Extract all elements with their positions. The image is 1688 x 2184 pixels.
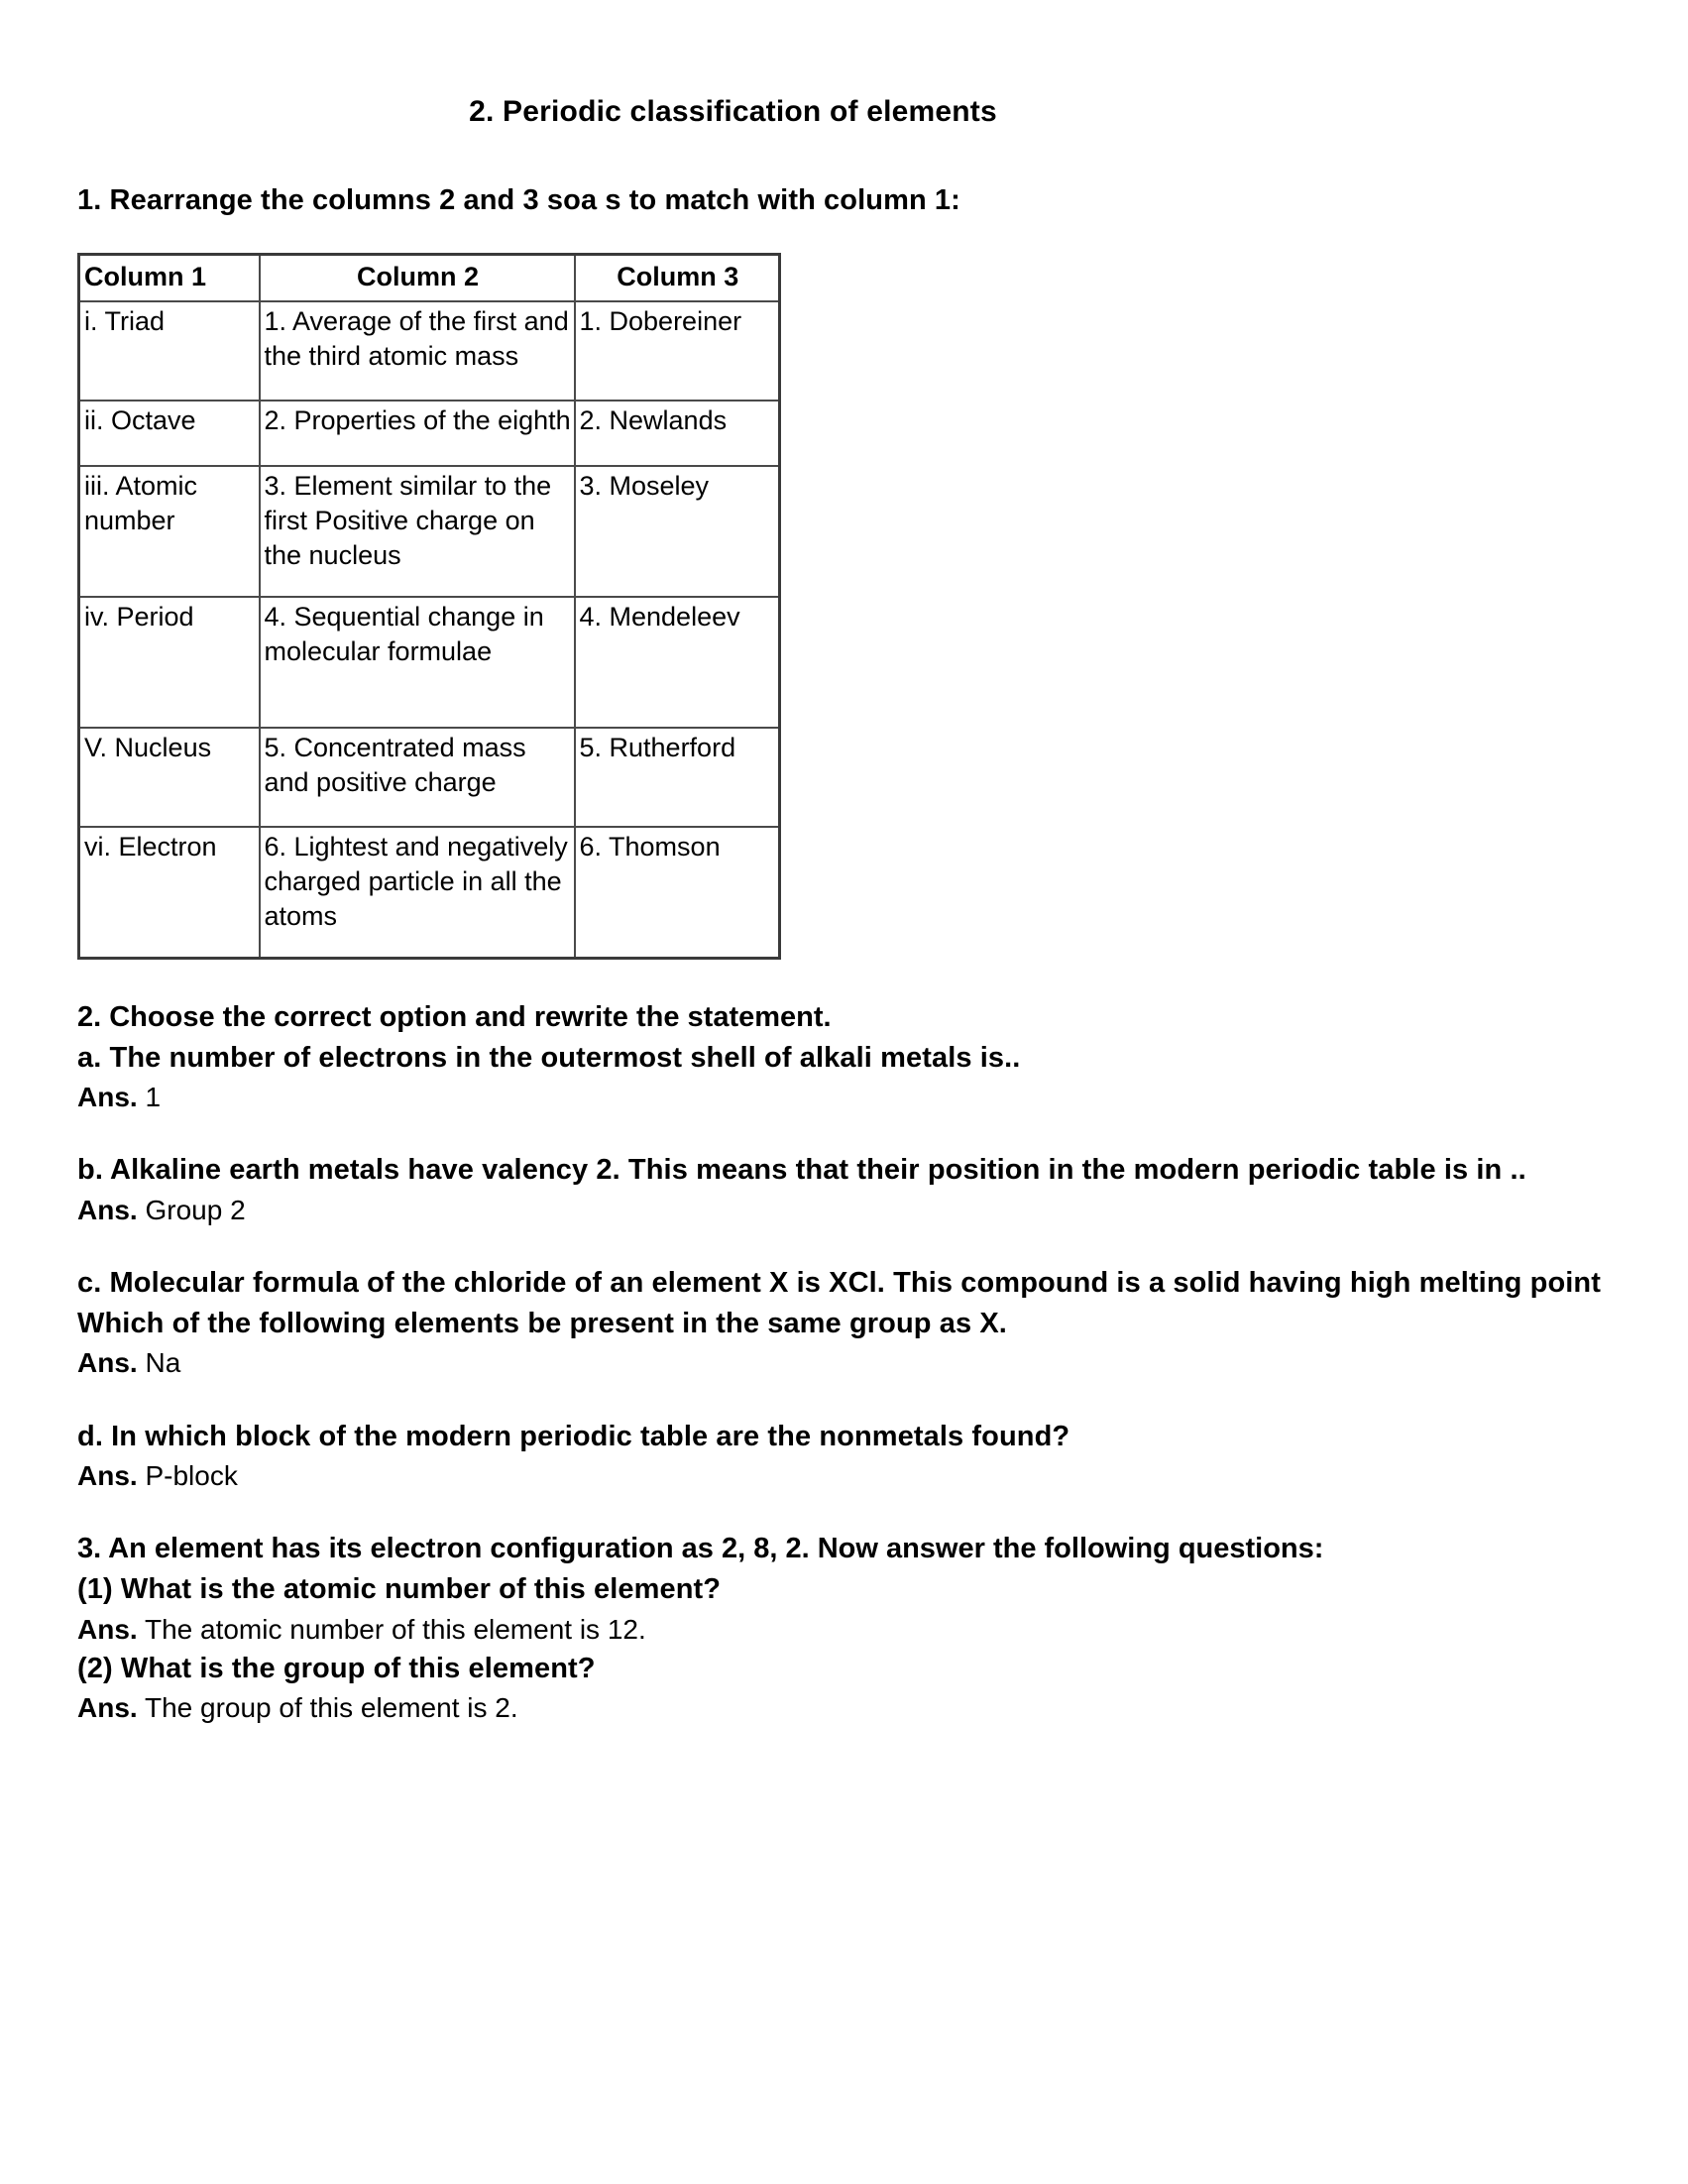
table-cell-col2: 1. Average of the first and the third atomic mass xyxy=(260,301,575,401)
question-2-item-d xyxy=(77,1417,1617,1496)
question-text: d. In which block of the modern periodic table are the nonmetals found? xyxy=(77,1420,1070,1452)
answer-text: The group of this element is 2. xyxy=(144,1692,518,1724)
table-cell-col2: 4. Sequential change in molecular formulae xyxy=(260,597,575,728)
answer-line xyxy=(77,1456,1617,1495)
table-cell-col1: iii. Atomic number xyxy=(79,466,260,597)
answer-label: Ans. xyxy=(77,1613,138,1645)
question-text: b. Alkaline earth metals have valency 2. This means that their position in the modern periodic table is in .. xyxy=(77,1154,1526,1187)
table-row xyxy=(79,827,780,959)
table-cell-col3: 6. Thomson xyxy=(575,827,780,959)
question-2-section xyxy=(77,997,1617,1038)
answer-text: 1 xyxy=(145,1082,162,1113)
table-cell-col1: V. Nucleus xyxy=(79,728,260,827)
question-3-section xyxy=(77,1529,1617,1648)
question-2-item-b xyxy=(77,1150,1617,1229)
answer-label: Ans. xyxy=(77,1460,138,1492)
answer-label: Ans. xyxy=(77,1692,138,1724)
question-3-heading: 3. An element has its electron configuration as 2, 8, 2. Now answer the following questions: xyxy=(77,1533,1324,1565)
table-row xyxy=(79,597,780,728)
table-cell-col3: 1. Dobereiner xyxy=(575,301,780,401)
answer-label: Ans. xyxy=(77,1082,138,1113)
answer-line xyxy=(77,1688,1617,1727)
table-cell-col1: iv. Period xyxy=(79,597,260,728)
question-2-heading: 2. Choose the correct option and rewrite the statement. xyxy=(77,1001,832,1034)
table-row xyxy=(79,466,780,597)
answer-text: Na xyxy=(145,1347,181,1379)
table-header-column-3: Column 3 xyxy=(575,255,780,302)
answer-text: The atomic number of this element is 12. xyxy=(144,1613,646,1645)
table-cell-col2: 3. Element similar to the first Positive charge on the nucleus xyxy=(260,466,575,597)
table-header-column-1: Column 1 xyxy=(79,255,260,302)
table-cell-col2: 5. Concentrated mass and positive charge xyxy=(260,728,575,827)
table-header-row xyxy=(79,255,780,302)
table-header-column-2: Column 2 xyxy=(260,255,575,302)
answer-text: Group 2 xyxy=(145,1195,246,1226)
table-row xyxy=(79,401,780,466)
answer-label: Ans. xyxy=(77,1195,138,1226)
question-1-heading: 1. Rearrange the columns 2 and 3 soa s to match with column 1: xyxy=(77,184,960,216)
table-cell-col2: 6. Lightest and negatively charged particle in all the atoms xyxy=(260,827,575,959)
answer-line xyxy=(77,1191,1617,1229)
answer-line xyxy=(77,1078,1617,1116)
table-row xyxy=(79,728,780,827)
answer-label: Ans. xyxy=(77,1347,138,1379)
table-cell-col1: ii. Octave xyxy=(79,401,260,466)
table-cell-col1: vi. Electron xyxy=(79,827,260,959)
table-cell-col3: 4. Mendeleev xyxy=(575,597,780,728)
question-text: c. Molecular formula of the chloride of an element X is XCl. This compound is a solid having high melting point Which of the following elements be present in the same group as X. xyxy=(77,1267,1601,1339)
table-cell-col3: 2. Newlands xyxy=(575,401,780,466)
question-text: (1) What is the atomic number of this element? xyxy=(77,1573,722,1605)
page-title: 2. Periodic classification of elements xyxy=(469,95,997,128)
table-cell-col1: i. Triad xyxy=(79,301,260,401)
match-columns-table xyxy=(77,253,781,960)
answer-text: P-block xyxy=(145,1460,238,1492)
answer-line xyxy=(77,1610,1617,1649)
question-2-item-c xyxy=(77,1263,1617,1382)
table-row xyxy=(79,301,780,401)
question-3-item-2 xyxy=(77,1649,1617,1728)
table-cell-col2: 2. Properties of the eighth xyxy=(260,401,575,466)
table-cell-col3: 3. Moseley xyxy=(575,466,780,597)
question-text: a. The number of electrons in the outermost shell of alkali metals is.. xyxy=(77,1041,1021,1074)
question-text: (2) What is the group of this element? xyxy=(77,1652,596,1684)
question-2-item-a xyxy=(77,1038,1617,1117)
table-cell-col3: 5. Rutherford xyxy=(575,728,780,827)
answer-line xyxy=(77,1343,1617,1382)
